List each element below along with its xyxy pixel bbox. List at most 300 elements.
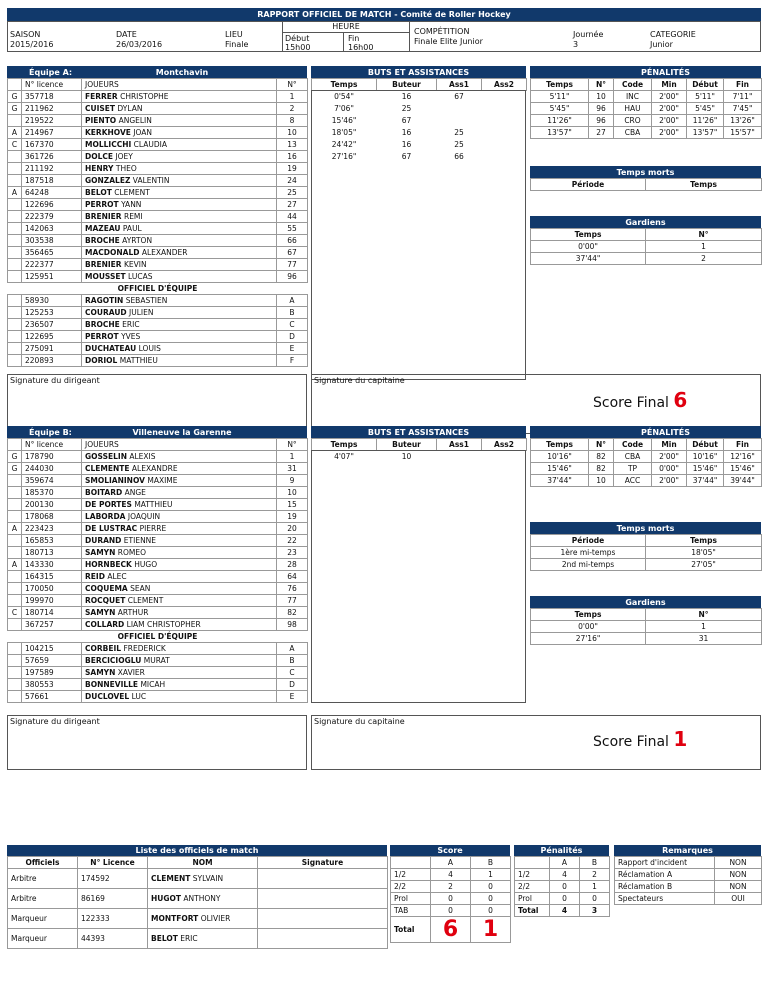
team-b-label: Équipe B: (29, 427, 72, 437)
goalie-num: 1 (646, 621, 762, 633)
remark-row (615, 881, 762, 893)
total-b: 3 (580, 905, 610, 917)
official-firstname: MATTHIEU (119, 356, 158, 365)
team-b-goalies-table (530, 608, 762, 645)
player-role (8, 223, 22, 235)
player-number: 28 (277, 559, 308, 571)
official-name (82, 691, 277, 703)
col-min: Min (652, 439, 687, 451)
player-licence: 187518 (22, 175, 82, 187)
remark-row (615, 893, 762, 905)
summary-period: 2/2 (391, 881, 431, 893)
col-num: N° (277, 79, 308, 91)
player-role (8, 151, 22, 163)
team-a-goals-title: BUTS ET ASSISTANCES (311, 66, 526, 78)
official-row (8, 331, 308, 343)
cell (8, 79, 22, 91)
official-name (82, 643, 277, 655)
penalty-t: 15'46" (531, 463, 589, 475)
official-signature[interactable] (258, 929, 388, 949)
player-licence: 180713 (22, 547, 82, 559)
team-b-sig-capitaine[interactable] (311, 715, 761, 770)
goalie-num: 1 (646, 241, 762, 253)
player-lastname: SAMYN (85, 608, 116, 617)
penalty-row (531, 475, 762, 487)
remark-value: NON (715, 869, 762, 881)
penalty-m: 2'00" (652, 91, 687, 103)
penalty-d: 13'57" (687, 127, 724, 139)
player-firstname: ANGE (124, 488, 146, 497)
official-name (82, 319, 277, 331)
saison-field: SAISON 2015/2016 (10, 30, 54, 49)
fin-field: Fin 16h00 (348, 34, 374, 52)
player-licence: 125951 (22, 271, 82, 283)
penalty-m: 2'00" (652, 127, 687, 139)
official-role: Arbitre (8, 889, 78, 909)
col-temps: Temps (312, 439, 377, 451)
official-firstname: MICAH (140, 680, 166, 689)
cell (8, 343, 22, 355)
penalty-f: 39'44" (724, 475, 762, 487)
col-b: B (471, 857, 511, 869)
player-name (82, 223, 277, 235)
official-lastname: COURAUD (85, 308, 127, 317)
player-firstname: SEAN (130, 584, 151, 593)
score-final-label: Score Final (593, 395, 669, 411)
player-role (8, 247, 22, 259)
player-lastname: SAMYN (85, 548, 116, 557)
col-signature: Signature (258, 857, 388, 869)
player-role (8, 211, 22, 223)
player-licence: 142063 (22, 223, 82, 235)
player-lastname: ROCQUET (85, 596, 126, 605)
remarks-table (614, 856, 762, 905)
player-row (8, 115, 308, 127)
player-lastname: MACDONALD (85, 248, 140, 257)
player-role (8, 583, 22, 595)
total-a: 6 (431, 917, 471, 943)
player-role: A (8, 127, 22, 139)
player-lastname: DE PORTES (85, 500, 132, 509)
goal-t: 0'54" (334, 92, 354, 102)
official-firstname: FREDERICK (123, 644, 166, 653)
goal-a1: 25 (454, 140, 464, 149)
official-letter: B (277, 307, 308, 319)
penalty-t: 5'45" (531, 103, 589, 115)
official-letter: E (277, 343, 308, 355)
player-name (82, 151, 277, 163)
summary-period: Prol (391, 893, 431, 905)
official-lastname: DORIOL (85, 356, 118, 365)
cell (8, 655, 22, 667)
player-name (82, 511, 277, 523)
player-row (8, 523, 308, 535)
official-role: Marqueur (8, 929, 78, 949)
player-name (82, 163, 277, 175)
col-licence: N° licence (22, 79, 82, 91)
col-temps: Temps (646, 179, 762, 191)
player-licence: 178068 (22, 511, 82, 523)
official-licence: 174592 (78, 869, 148, 889)
col-b: B (580, 857, 610, 869)
player-lastname: HORNBECK (85, 560, 132, 569)
official-signature[interactable] (258, 909, 388, 929)
penalty-n: 27 (589, 127, 614, 139)
player-lastname: BRENIER (85, 212, 122, 221)
player-licence: 165853 (22, 535, 82, 547)
official-letter: C (277, 667, 308, 679)
team-a-timeouts-table (530, 178, 762, 191)
official-name (82, 667, 277, 679)
official-firstname: ERIC (180, 934, 198, 943)
col-num: N° (589, 439, 614, 451)
penalty-n: 96 (589, 115, 614, 127)
col-temps: Temps (531, 439, 589, 451)
penalty-row (531, 463, 762, 475)
penalty-n: 82 (589, 463, 614, 475)
player-row (8, 127, 308, 139)
col-temps: Temps (531, 229, 646, 241)
player-row (8, 211, 308, 223)
official-licence: 104215 (22, 643, 82, 655)
cell (8, 691, 22, 703)
categorie-field: CATEGORIE Junior (650, 30, 696, 49)
player-firstname: JOEY (115, 152, 133, 161)
player-number: 25 (277, 187, 308, 199)
official-lastname: CORBEIL (85, 644, 122, 653)
col-num: N° (646, 609, 762, 621)
officiel-header: OFFICIEL D'ÉQUIPE (117, 284, 198, 293)
col-debut: Début (687, 439, 724, 451)
col-temps: Temps (531, 609, 646, 621)
summary-b: 2 (580, 869, 610, 881)
player-name (82, 595, 277, 607)
player-lastname: REID (85, 572, 105, 581)
total-label: Total (391, 917, 431, 943)
team-b-goalies-title: Gardiens (530, 596, 761, 608)
penalty-d: 11'26" (687, 115, 724, 127)
player-row (8, 163, 308, 175)
penalty-m: 2'00" (652, 115, 687, 127)
player-role (8, 199, 22, 211)
penalty-c: INC (614, 91, 652, 103)
player-licence: 214967 (22, 127, 82, 139)
col-buteur: Buteur (377, 79, 437, 91)
official-name (82, 343, 277, 355)
player-licence: 222379 (22, 211, 82, 223)
player-firstname: PIERRE (139, 524, 167, 533)
officials-table (7, 856, 388, 949)
goalie-num: 31 (646, 633, 762, 645)
sig-dirigeant-label: Signature du dirigeant (10, 376, 100, 385)
player-firstname: MAXIME (147, 476, 178, 485)
sig-capitaine-label: Signature du capitaine (314, 376, 405, 385)
player-licence: 122696 (22, 199, 82, 211)
penalty-n: 82 (589, 451, 614, 463)
summary-b: 0 (580, 893, 610, 905)
penalty-f: 15'57" (724, 127, 762, 139)
player-lastname: COQUEMA (85, 584, 128, 593)
penalty-t: 11'26" (531, 115, 589, 127)
penalty-m: 2'00" (652, 475, 687, 487)
official-row (8, 679, 308, 691)
team-b-sig-dirigeant[interactable] (7, 715, 307, 770)
player-lastname: MOLLICCHI (85, 140, 132, 149)
player-row (8, 199, 308, 211)
penalty-m: 2'00" (652, 103, 687, 115)
cell (515, 857, 550, 869)
player-row (8, 559, 308, 571)
player-name (82, 211, 277, 223)
official-letter: A (277, 643, 308, 655)
player-licence: 167370 (22, 139, 82, 151)
team-b-header (7, 426, 307, 438)
team-b-name: Villeneuve la Garenne (132, 427, 232, 437)
player-row (8, 499, 308, 511)
team-a-sig-dirigeant[interactable] (7, 374, 307, 434)
player-licence: 361726 (22, 151, 82, 163)
official-lastname: BROCHE (85, 320, 120, 329)
player-licence: 164315 (22, 571, 82, 583)
player-firstname: ROMEO (117, 548, 147, 557)
col-periode: Période (531, 179, 646, 191)
player-row (8, 583, 308, 595)
player-role: G (8, 451, 22, 463)
player-role (8, 235, 22, 247)
player-name (82, 475, 277, 487)
player-lastname: COLLARD (85, 620, 125, 629)
player-role (8, 259, 22, 271)
player-role (8, 595, 22, 607)
competition-field: COMPÉTITION Finale Elite Junior (414, 27, 483, 46)
player-role (8, 499, 22, 511)
player-lastname: MOUSSET (85, 272, 126, 281)
summary-row (391, 869, 511, 881)
player-licence: 356465 (22, 247, 82, 259)
goal-b: 16 (401, 140, 412, 149)
player-row (8, 139, 308, 151)
player-firstname: KEVIN (123, 260, 147, 269)
player-number: 96 (277, 271, 308, 283)
goal-b: 67 (401, 116, 412, 125)
official-name (82, 679, 277, 691)
official-row (8, 691, 308, 703)
player-licence: 303538 (22, 235, 82, 247)
player-number: 55 (277, 223, 308, 235)
goalie-num: 2 (646, 253, 762, 265)
summary-a: 0 (550, 881, 580, 893)
match-official-row (8, 929, 388, 949)
player-number: 15 (277, 499, 308, 511)
player-firstname: ALEXANDRE (131, 464, 178, 473)
player-role (8, 619, 22, 631)
player-firstname: PAUL (122, 224, 142, 233)
official-lastname: DUCHATEAU (85, 344, 137, 353)
official-row (8, 295, 308, 307)
remark-row (615, 857, 762, 869)
penalty-f: 7'11" (724, 91, 762, 103)
player-number: 66 (277, 235, 308, 247)
goalie-temps: 27'16" (531, 633, 646, 645)
player-licence: 200130 (22, 499, 82, 511)
summary-b: 0 (471, 905, 511, 917)
goal-t: 15'46" (331, 116, 357, 125)
player-role: A (8, 187, 22, 199)
player-firstname: AYRTON (122, 236, 153, 245)
player-number: 76 (277, 583, 308, 595)
player-number: 20 (277, 523, 308, 535)
player-number: 82 (277, 607, 308, 619)
col-periode: Période (531, 535, 646, 547)
official-firstname: LUC (131, 692, 147, 701)
team-a-sig-capitaine[interactable] (311, 374, 761, 434)
remark-key: Réclamation B (615, 881, 715, 893)
summary-row (515, 881, 610, 893)
official-licence: 122695 (22, 331, 82, 343)
team-a-roster (7, 78, 308, 367)
summary-row (391, 905, 511, 917)
player-row (8, 511, 308, 523)
penalty-d: 5'45" (687, 103, 724, 115)
official-firstname: ERIC (122, 320, 140, 329)
player-licence: 219522 (22, 115, 82, 127)
official-row (8, 343, 308, 355)
player-role: G (8, 103, 22, 115)
cell (8, 355, 22, 367)
lieu-field: LIEU Finale (225, 30, 249, 49)
official-lastname: SAMYN (85, 668, 116, 677)
player-number: 13 (277, 139, 308, 151)
official-signature[interactable] (258, 889, 388, 909)
penalty-c: CBA (614, 451, 652, 463)
player-firstname: ANGELIN (118, 116, 152, 125)
penalty-d: 15'46" (687, 463, 724, 475)
player-lastname: DOLCE (85, 152, 114, 161)
player-row (8, 571, 308, 583)
player-firstname: JOAQUIN (127, 512, 161, 521)
penalty-row (531, 103, 762, 115)
player-lastname: CLEMENTE (85, 464, 130, 473)
player-name (82, 451, 277, 463)
player-firstname: LUCAS (128, 272, 153, 281)
player-name (82, 535, 277, 547)
team-a-penalties-table (530, 78, 762, 139)
goal-b: 16 (401, 128, 412, 137)
player-lastname: PERROT (85, 200, 119, 209)
team-a-goalies-title: Gardiens (530, 216, 761, 228)
player-licence: 180714 (22, 607, 82, 619)
sig-dirigeant-label: Signature du dirigeant (10, 717, 100, 726)
remarks-title: Remarques (614, 845, 761, 856)
player-licence: 357718 (22, 91, 82, 103)
player-row (8, 547, 308, 559)
penalty-d: 5'11" (687, 91, 724, 103)
player-firstname: ALEC (107, 572, 127, 581)
official-letter: D (277, 679, 308, 691)
penalty-n: 10 (589, 475, 614, 487)
goal-t: 7'06" (334, 104, 354, 113)
summary-b: 0 (471, 881, 511, 893)
cell (8, 319, 22, 331)
official-lastname: BONNEVILLE (85, 680, 139, 689)
player-row (8, 103, 308, 115)
player-licence: 244030 (22, 463, 82, 475)
cell (8, 295, 22, 307)
official-licence: 236507 (22, 319, 82, 331)
player-number: 64 (277, 571, 308, 583)
summary-row (391, 893, 511, 905)
official-firstname: SEBASTIEN (125, 296, 168, 305)
official-licence: 380553 (22, 679, 82, 691)
official-licence: 220893 (22, 355, 82, 367)
player-firstname: ARTHUR (117, 608, 149, 617)
player-name (82, 127, 277, 139)
official-firstname: ANTHONY (183, 894, 221, 903)
col-ass2: Ass2 (482, 439, 527, 451)
penalty-f: 13'26" (724, 115, 762, 127)
official-signature[interactable] (258, 869, 388, 889)
penalty-c: CRO (614, 115, 652, 127)
official-name (82, 331, 277, 343)
player-firstname: CLEMENT (114, 188, 150, 197)
player-role (8, 475, 22, 487)
col-buteur: Buteur (377, 439, 437, 451)
player-number: 24 (277, 175, 308, 187)
summary-period: TAB (391, 905, 431, 917)
penalty-row (531, 91, 762, 103)
official-firstname: LOUIS (138, 344, 161, 353)
player-firstname: ALEXIS (129, 452, 156, 461)
official-firstname: YVES (121, 332, 141, 341)
player-role: C (8, 139, 22, 151)
summary-a: 4 (550, 869, 580, 881)
penalty-c: CBA (614, 127, 652, 139)
player-lastname: SMOLIANINOV (85, 476, 145, 485)
team-b-roster (7, 438, 308, 703)
col-fin: Fin (724, 79, 762, 91)
total-b: 1 (471, 917, 511, 943)
score-final-value: 1 (673, 727, 688, 751)
player-number: 10 (277, 487, 308, 499)
player-role (8, 511, 22, 523)
pen-summary-table (514, 856, 610, 917)
goal-a1: 25 (454, 128, 464, 137)
official-licence: 57661 (22, 691, 82, 703)
player-role (8, 163, 22, 175)
player-lastname: KERKHOVE (85, 128, 131, 137)
official-name (82, 307, 277, 319)
penalty-row (531, 127, 762, 139)
player-licence: 143330 (22, 559, 82, 571)
player-role: A (8, 559, 22, 571)
player-licence: 178790 (22, 451, 82, 463)
official-licence: 86169 (78, 889, 148, 909)
official-letter: E (277, 691, 308, 703)
player-lastname: BOITARD (85, 488, 123, 497)
player-name (82, 487, 277, 499)
player-number: 10 (277, 127, 308, 139)
player-firstname: MATTHIEU (134, 500, 173, 509)
player-name (82, 559, 277, 571)
col-a: A (431, 857, 471, 869)
goal-a1: 66 (454, 152, 464, 161)
score-final-label: Score Final (593, 734, 669, 750)
team-b-penalties-title: PÉNALITÉS (530, 426, 761, 438)
player-licence: 170050 (22, 583, 82, 595)
player-firstname: ALEXANDER (141, 248, 188, 257)
player-name (82, 523, 277, 535)
player-name (82, 91, 277, 103)
